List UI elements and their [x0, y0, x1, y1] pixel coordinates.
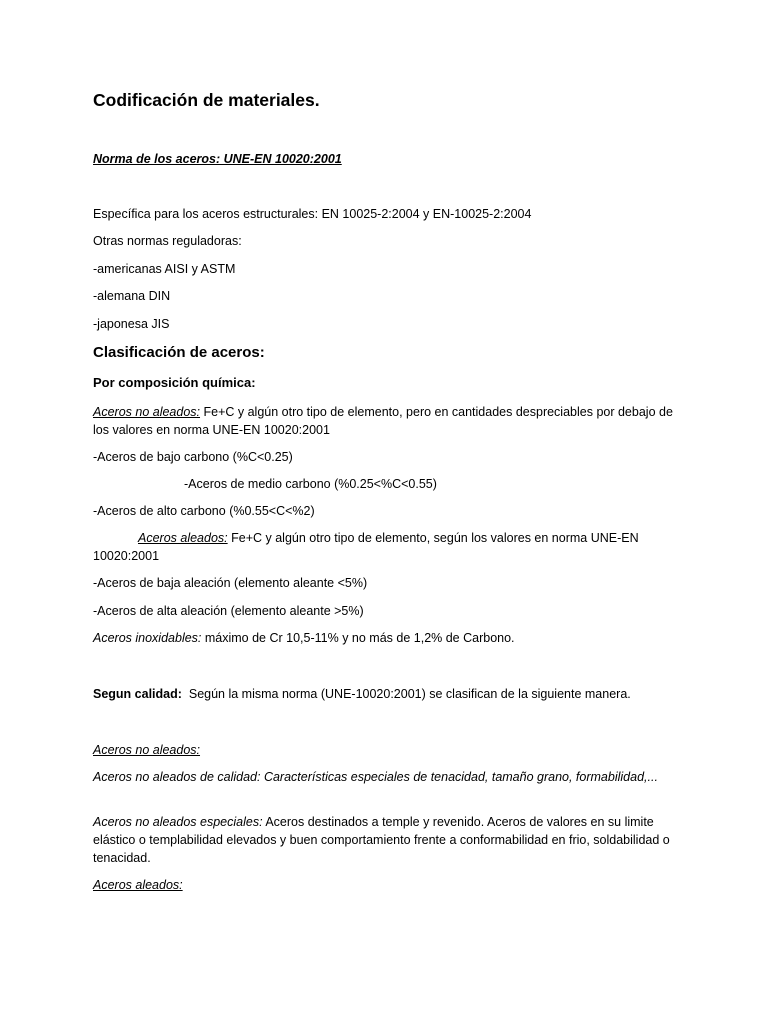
clasificacion-heading: Clasificación de aceros:	[93, 344, 265, 361]
aleados-text: Fe+C y algún otro tipo de elemento, según los valores en norma UNE-EN 10020:2001	[93, 531, 639, 563]
document-title: Codificación de materiales.	[93, 90, 320, 110]
no-aleados-paragraph	[93, 403, 683, 439]
no-aleados-calidad-paragraph: Aceros no aleados de calidad: Características especiales de tenacidad, tamaño grano, formabilidad,...	[93, 770, 658, 784]
aleados-paragraph	[93, 529, 683, 565]
norma-heading: Norma de los aceros: UNE-EN 10020:2001	[93, 152, 342, 166]
norma-item-alemana: -alemana DIN	[93, 289, 171, 303]
especifica-paragraph: Específica para los aceros estructurales: EN 10025-2:2004 y EN-10025-2:2004	[93, 207, 532, 221]
medio-carbono-item: -Aceros de medio carbono (%0.25<%C<0.55)	[184, 477, 437, 491]
segun-calidad-text: Según la misma norma (UNE-10020:2001) se clasifican de la siguiente manera.	[181, 687, 631, 701]
bajo-carbono-item: -Aceros de bajo carbono (%C<0.25)	[93, 450, 293, 464]
inoxidables-label: Aceros inoxidables:	[93, 631, 202, 645]
norma-item-americanas: -americanas AISI y ASTM	[93, 262, 236, 276]
no-aleados-especiales-text: Aceros destinados a temple y revenido. Aceros de valores en su limite elástico o templabilidad elevados y buen comportamiento frente a conformabilidad en frio, soldabilidad o tenacidad.	[93, 815, 670, 865]
inoxidables-paragraph	[93, 629, 515, 647]
no-aleados-label: Aceros no aleados:	[93, 405, 201, 419]
aleados-label: Aceros aleados:	[138, 531, 228, 545]
composicion-heading: Por composición química:	[93, 375, 256, 390]
baja-aleacion-item: -Aceros de baja aleación (elemento aleante <5%)	[93, 576, 368, 590]
alto-carbono-item: -Aceros de alto carbono (%0.55<C<%2)	[93, 504, 315, 518]
norma-item-japonesa: -japonesa JIS	[93, 317, 170, 331]
no-aleados-text: Fe+C y algún otro tipo de elemento, pero en cantidades despreciables por debajo de los valores en norma UNE-EN 10020:2001	[93, 405, 673, 437]
no-aleados-especiales-label: Aceros no aleados especiales:	[93, 815, 263, 829]
no-aleados-especiales-paragraph	[93, 813, 683, 867]
segun-calidad-label: Segun calidad:	[93, 687, 182, 701]
segun-calidad-paragraph	[93, 685, 631, 703]
otras-normas-paragraph: Otras normas reguladoras:	[93, 234, 242, 248]
alta-aleacion-item: -Aceros de alta aleación (elemento aleante >5%)	[93, 604, 364, 618]
inoxidables-text: máximo de Cr 10,5-11% y no más de 1,2% de Carbono.	[201, 631, 515, 645]
calidad-no-aleados-heading: Aceros no aleados:	[93, 743, 201, 757]
calidad-aleados-heading: Aceros aleados:	[93, 878, 183, 892]
